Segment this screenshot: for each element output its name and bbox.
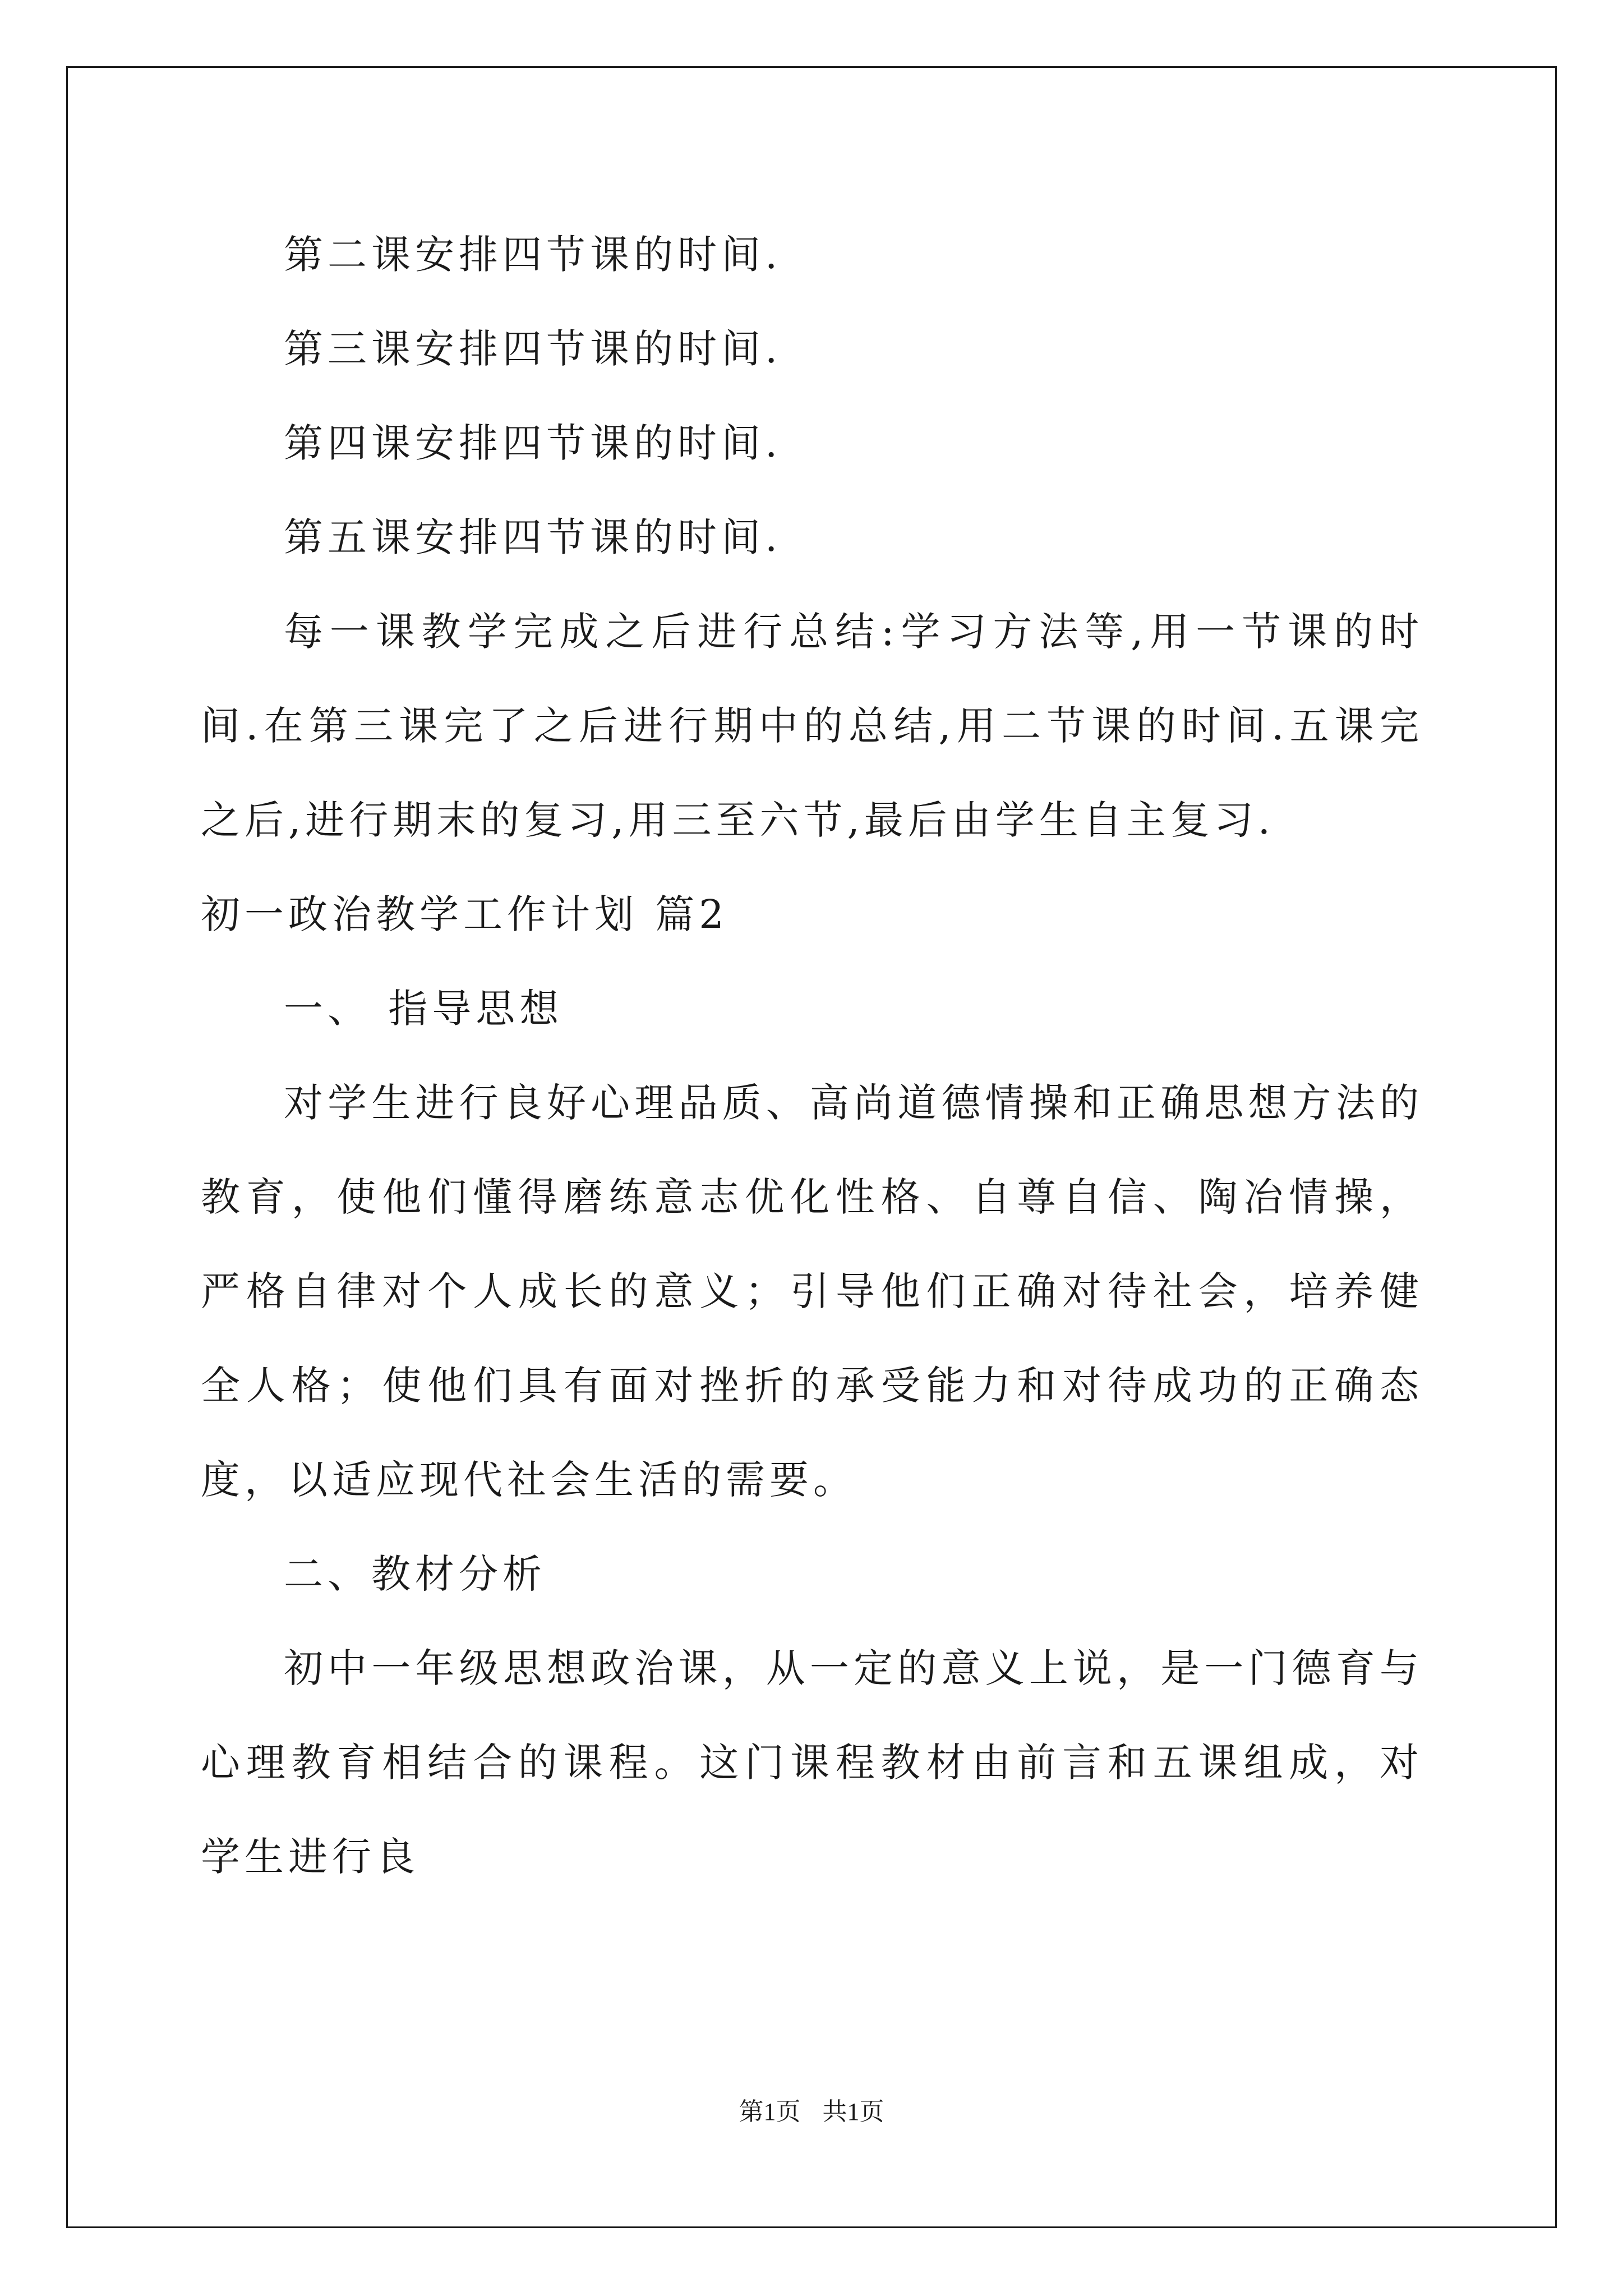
subheading-textbook-analysis: 二、教材分析 [284, 1551, 546, 1597]
paragraph-lesson-3: 第三课安排四节课的时间. [284, 326, 782, 372]
page-number: 第1页 [739, 2098, 801, 2125]
page-total: 共1页 [822, 2098, 884, 2125]
document-body [201, 208, 1423, 1904]
paragraph-textbook-analysis: 初中一年级思想政治课，从一定的意义上说，是一门德育与心理教育相结合的课程。这门课程教材由前言和五课组成，对学生进行良 [201, 1645, 1423, 1880]
paragraph-guiding-thought: 对学生进行良好心理品质、高尚道德情操和正确思想方法的教育，使他们懂得磨练意志优化性格、自尊自信、陶冶情操，严格自律对个人成长的意义；引导他们正确对待社会，培养健全人格；使他们具有面对挫折的承受能力和对待成功的正确态度，以适应现代社会生活的需要。 [201, 1080, 1423, 1503]
paragraph-lesson-4: 第四课安排四节课的时间. [284, 420, 782, 466]
paragraph-lesson-5: 第五课安排四节课的时间. [284, 514, 782, 560]
page-footer [0, 2091, 1623, 2127]
paragraph-lesson-2: 第二课安排四节课的时间. [284, 232, 782, 278]
subheading-guiding-thought: 一、 指导思想 [284, 986, 564, 1032]
paragraph-summary: 每一课教学完成之后进行总结:学习方法等,用一节课的时间.在第三课完了之后进行期中的总结,用二节课的时间.五课完之后,进行期末的复习,用三至六节,最后由学生自主复习. [201, 609, 1423, 843]
section-heading: 初一政治教学工作计划 篇2 [201, 891, 728, 937]
